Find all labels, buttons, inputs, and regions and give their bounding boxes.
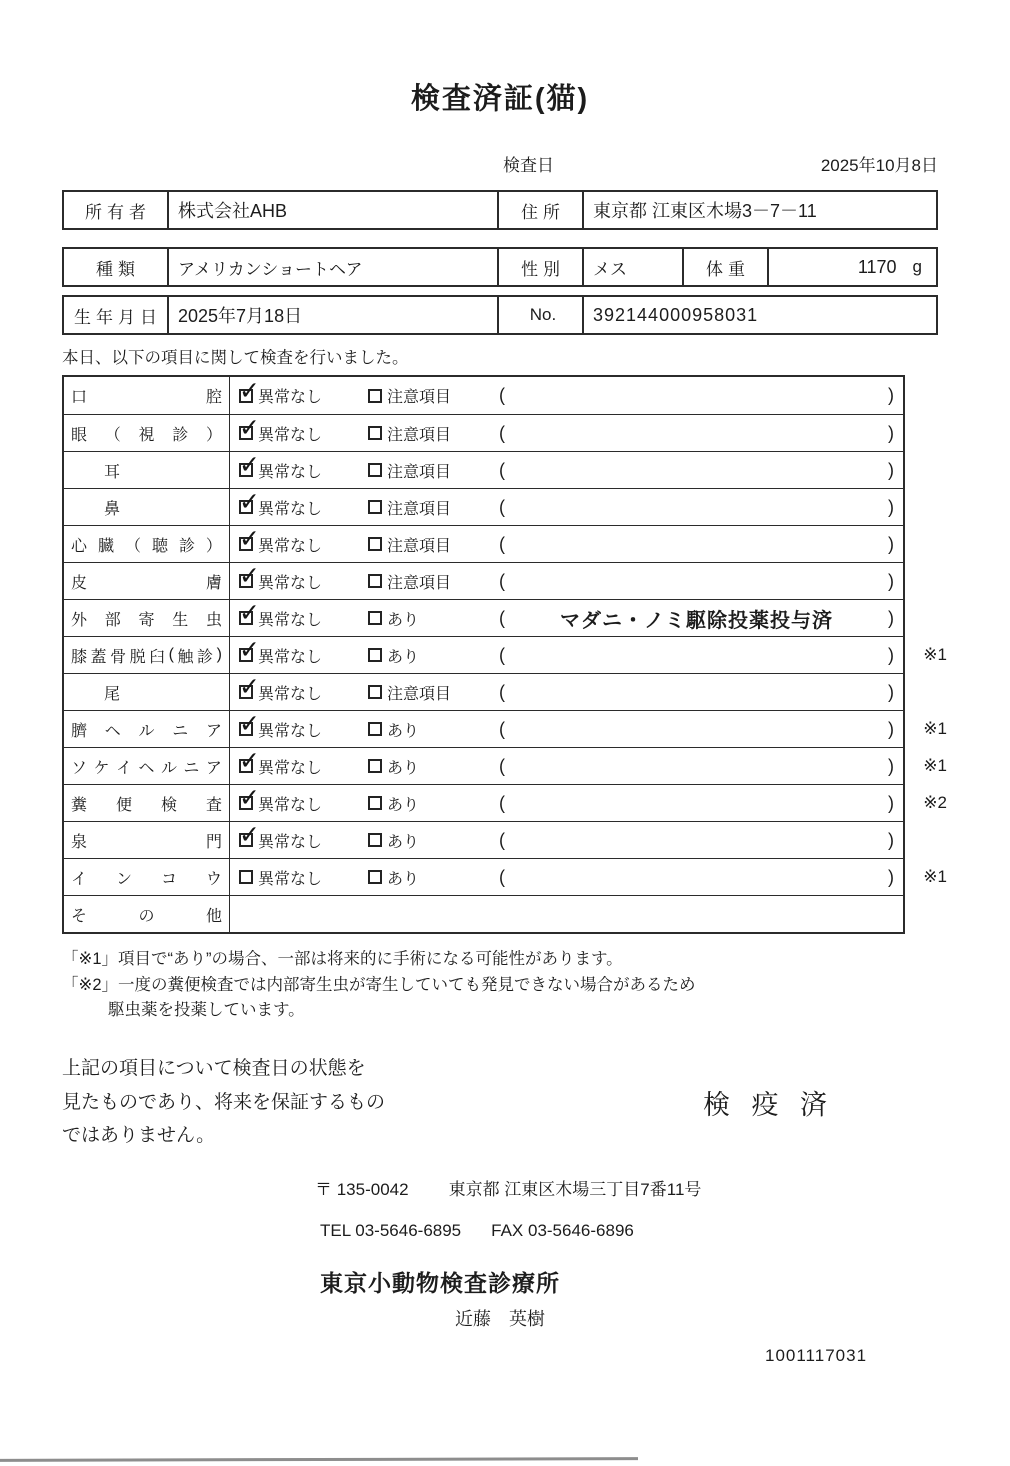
inspection-row-label: 泉 門: [64, 822, 230, 858]
paren-close: ): [888, 718, 894, 739]
findings-cell: [492, 645, 903, 666]
paren-open: (: [499, 644, 505, 665]
attention-cell: [364, 533, 492, 556]
paren-open: (: [499, 829, 505, 850]
attention-label: 注意項目: [387, 463, 452, 481]
paren-open: (: [499, 755, 505, 776]
no-abnormality-cell: [230, 570, 364, 593]
no-abnormality-checkbox: [239, 796, 253, 810]
attention-cell: [364, 607, 492, 630]
paren-close: ): [888, 422, 894, 443]
paren-close: ): [888, 681, 894, 702]
attention-cell: [364, 422, 492, 445]
no-abnormality-cell: [230, 496, 364, 519]
intro-text: 本日、以下の項目に関して検査を行いました。: [62, 349, 409, 367]
inspection-row-body: [230, 563, 903, 599]
no-abnormality-label: 異常なし: [258, 463, 323, 481]
attention-label: あり: [387, 722, 420, 740]
inspection-row: [64, 784, 947, 821]
no-abnormality-cell: [230, 607, 364, 630]
paren-open: (: [499, 496, 505, 517]
attention-checkbox: [368, 463, 382, 477]
attention-label: 注意項目: [387, 500, 452, 518]
paren-open: (: [499, 866, 505, 887]
paren-close: ): [888, 496, 894, 517]
attention-checkbox: [368, 537, 382, 551]
disclaimer-line-3: ではありません。: [62, 1125, 216, 1147]
attention-label: あり: [387, 648, 420, 666]
attention-checkbox: [368, 722, 382, 736]
inspection-row-label: 臍 ヘ ル ニ ア: [64, 711, 230, 747]
notes-block: [62, 947, 938, 1024]
inspection-row: [64, 636, 947, 673]
owner-label: 所有者: [85, 202, 151, 222]
no-abnormality-cell: [230, 718, 364, 741]
attention-label: 注意項目: [387, 685, 452, 703]
no-abnormality-cell: [230, 422, 364, 445]
paren-close: ): [888, 459, 894, 480]
note-1: 「※1」項目で“あり”の場合、一部は将来的に手術になる可能性があります。: [62, 950, 623, 968]
inspection-row-label: 口 腔: [64, 377, 230, 414]
weight-label: 体重: [682, 249, 767, 285]
findings-cell: [492, 534, 903, 555]
inspection-date-label: 検査日: [503, 156, 554, 175]
clinic-address: 東京都 江東区木場三丁目7番11号: [448, 1180, 702, 1200]
scan-artifact: [0, 1457, 638, 1462]
page-title: 検査済証(猫): [410, 83, 590, 115]
birthdate-value: 2025年7月18日: [167, 297, 497, 333]
inspection-row-body: [230, 452, 903, 488]
no-abnormality-checkbox: [239, 500, 253, 514]
attention-label: 注意項目: [387, 426, 452, 444]
inspection-date-value: 2025年10月8日: [820, 156, 938, 175]
inspection-table: [62, 375, 947, 934]
inspection-row-label: 膝 蓋 骨 脱 臼 ( 触 診 ): [64, 637, 230, 673]
paren-open: (: [499, 570, 505, 591]
no-abnormality-checkbox: [239, 537, 253, 551]
no-abnormality-label: 異常なし: [258, 796, 323, 814]
paren-open: (: [499, 607, 505, 628]
paren-close: ): [888, 829, 894, 850]
attention-label: あり: [387, 833, 420, 851]
breed-value: アメリカンショートヘア: [167, 249, 497, 285]
paren-close: ): [888, 533, 894, 554]
findings-cell: [492, 423, 903, 444]
attention-label: 注意項目: [387, 574, 452, 592]
inspection-row: [64, 599, 903, 636]
attention-cell: [364, 866, 492, 889]
findings-cell: [492, 385, 903, 406]
no-abnormality-label: 異常なし: [258, 685, 323, 703]
no-abnormality-cell: [230, 755, 364, 778]
findings-cell: [492, 756, 903, 777]
attention-checkbox: [368, 833, 382, 847]
address-value: 東京都 江東区木場3－7－11: [582, 192, 936, 228]
attention-checkbox: [368, 574, 382, 588]
clinic-name: 東京小動物検査診療所: [320, 1270, 560, 1297]
row-note-mark: ※1: [923, 645, 947, 664]
attention-cell: [364, 496, 492, 519]
no-abnormality-checkbox: [239, 611, 253, 625]
sex-value: メス: [582, 249, 682, 285]
attention-checkbox: [368, 648, 382, 662]
attention-cell: [364, 829, 492, 852]
inspection-row-body: [230, 377, 903, 414]
inspection-row: [64, 710, 947, 747]
no-value: 392144000958031: [582, 297, 936, 333]
finding-text: マダニ・ノミ駆除投薬投与済: [560, 609, 833, 632]
inspection-row-body: [230, 822, 903, 858]
no-abnormality-checkbox: [239, 426, 253, 440]
no-abnormality-cell: [230, 644, 364, 667]
paren-open: (: [499, 422, 505, 443]
paren-close: ): [888, 607, 894, 628]
findings-cell: [492, 460, 903, 481]
paren-open: (: [499, 533, 505, 554]
paren-open: (: [499, 681, 505, 702]
note-3: 駆虫薬を投薬しています。: [108, 1001, 305, 1020]
note-2: 「※2」一度の糞便検査では内部寄生虫が寄生していても発見できない場合があるため: [62, 975, 696, 994]
no-abnormality-cell: [230, 792, 364, 815]
inspection-row: [64, 673, 903, 710]
no-abnormality-label: 異常なし: [258, 759, 323, 777]
inspection-row: [64, 451, 903, 488]
attention-cell: [364, 644, 492, 667]
attention-checkbox: [368, 611, 382, 625]
no-abnormality-checkbox: [239, 870, 253, 884]
inspection-row: [64, 562, 903, 599]
attention-checkbox: [368, 500, 382, 514]
bottom-section: [62, 1052, 938, 1153]
no-abnormality-cell: [230, 459, 364, 482]
paren-close: ): [888, 792, 894, 813]
inspection-row-label: イ ン コ ウ: [64, 859, 230, 895]
no-abnormality-label: 異常なし: [258, 574, 323, 592]
attention-checkbox: [368, 685, 382, 699]
no-abnormality-label: 異常なし: [258, 722, 323, 740]
inspection-row-label: ソ ケ イ ヘ ル ニ ア: [64, 748, 230, 784]
no-abnormality-cell: [230, 866, 364, 889]
attention-label: あり: [387, 611, 420, 629]
inspection-row-body: [230, 600, 903, 636]
inspection-row-body: [230, 859, 903, 895]
inspection-row-label: 外 部 寄 生 虫: [64, 600, 230, 636]
findings-cell: [492, 830, 903, 851]
findings-cell: [492, 793, 903, 814]
inspection-row-body: [230, 637, 903, 673]
birthdate-label: 生年月日: [74, 307, 162, 327]
findings-cell: [492, 867, 903, 888]
no-abnormality-cell: [230, 533, 364, 556]
inspection-row: [64, 377, 903, 414]
animal-table: [62, 247, 938, 287]
weight-cell: [767, 249, 936, 285]
no-abnormality-label: 異常なし: [258, 426, 323, 444]
inspection-row: [64, 747, 947, 784]
sex-label: 性別: [497, 249, 582, 285]
findings-cell: [492, 604, 903, 633]
clinic-contact-line: [62, 1221, 938, 1241]
attention-cell: [364, 681, 492, 704]
no-abnormality-cell: [230, 384, 364, 407]
findings-cell: [492, 682, 903, 703]
no-abnormality-checkbox: [239, 722, 253, 736]
inspection-row-body: [230, 711, 903, 747]
row-note-mark: ※1: [923, 756, 947, 775]
inspection-date-row: [62, 151, 938, 176]
inspection-row-label: 皮 膚: [64, 563, 230, 599]
clinic-fax: FAX 03-5646-6896: [491, 1221, 634, 1241]
veterinarian-name: 近藤 英樹: [455, 1309, 545, 1330]
owner-value: 株式会社AHB: [167, 192, 497, 228]
row-note-mark: ※2: [923, 793, 947, 812]
disclaimer-line-1: 上記の項目について検査日の状態を: [62, 1057, 366, 1079]
no-abnormality-checkbox: [239, 685, 253, 699]
no-abnormality-label: 異常なし: [258, 611, 323, 629]
inspection-row-body: [230, 415, 903, 451]
findings-cell: [492, 571, 903, 592]
attention-checkbox: [368, 426, 382, 440]
birth-table: [62, 295, 938, 335]
inspection-row: [64, 858, 947, 895]
no-label: No.: [497, 297, 582, 333]
disclaimer-line-2: 見たものであり、将来を保証するもの: [62, 1091, 386, 1113]
no-abnormality-checkbox: [239, 463, 253, 477]
attention-label: あり: [387, 759, 420, 777]
attention-label: 注意項目: [387, 389, 452, 406]
weight-unit: g: [912, 257, 922, 276]
no-abnormality-label: 異常なし: [258, 833, 323, 851]
inspection-row: [64, 414, 903, 451]
address-label: 住所: [497, 192, 582, 228]
no-abnormality-label: 異常なし: [258, 870, 323, 888]
breed-label: 種類: [96, 259, 140, 279]
paren-open: (: [499, 459, 505, 480]
attention-checkbox: [368, 796, 382, 810]
findings-cell: [492, 719, 903, 740]
inspection-row-label: 耳: [64, 452, 230, 488]
no-abnormality-cell: [230, 681, 364, 704]
owner-table: [62, 190, 938, 230]
inspection-row-label: 糞 便 検 査: [64, 785, 230, 821]
clinic-tel: TEL 03-5646-6895: [320, 1221, 462, 1241]
no-abnormality-cell: [230, 829, 364, 852]
no-abnormality-checkbox: [239, 389, 253, 403]
attention-cell: [364, 718, 492, 741]
inspection-row-body: [230, 489, 903, 525]
inspection-row: [64, 488, 903, 525]
attention-cell: [364, 384, 492, 407]
no-abnormality-checkbox: [239, 648, 253, 662]
paren-open: (: [499, 385, 505, 405]
inspection-row-body: [230, 674, 903, 710]
row-note-mark: ※1: [923, 719, 947, 738]
attention-cell: [364, 459, 492, 482]
inspection-row-label: 尾: [64, 674, 230, 710]
inspection-row: [64, 895, 903, 932]
inspection-row-label: そ の 他: [64, 896, 230, 932]
inspection-row-body: [230, 896, 903, 932]
serial-number: 1001117031: [765, 1346, 868, 1366]
inspection-row-label: 鼻: [64, 489, 230, 525]
paren-close: ): [888, 755, 894, 776]
no-abnormality-label: 異常なし: [258, 389, 323, 406]
attention-cell: [364, 755, 492, 778]
attention-cell: [364, 570, 492, 593]
paren-open: (: [499, 718, 505, 739]
inspection-row-label: 眼 （ 視 診 ）: [64, 415, 230, 451]
no-abnormality-label: 異常なし: [258, 537, 323, 555]
quarantine-stamp: 検 疫 済: [702, 1089, 834, 1120]
paren-close: ): [888, 385, 894, 405]
no-abnormality-checkbox: [239, 833, 253, 847]
weight-value: 1170: [857, 256, 897, 277]
row-note-mark: ※1: [923, 867, 947, 886]
attention-checkbox: [368, 870, 382, 884]
inspection-row-label: 心 臓 （ 聴 診 ）: [64, 526, 230, 562]
paren-close: ): [888, 570, 894, 591]
inspection-row-body: [230, 526, 903, 562]
attention-checkbox: [368, 389, 382, 403]
no-abnormality-checkbox: [239, 574, 253, 588]
no-abnormality-label: 異常なし: [258, 648, 323, 666]
no-abnormality-label: 異常なし: [258, 500, 323, 518]
attention-label: あり: [387, 796, 420, 814]
paren-open: (: [499, 792, 505, 813]
attention-checkbox: [368, 759, 382, 773]
inspection-row-body: [230, 748, 903, 784]
paren-close: ): [888, 644, 894, 665]
postal-code: 〒 135-0042: [315, 1180, 409, 1200]
inspection-row-body: [230, 785, 903, 821]
paren-close: ): [888, 866, 894, 887]
attention-label: 注意項目: [387, 537, 452, 555]
attention-label: あり: [387, 870, 420, 888]
disclaimer-paragraph: [62, 1052, 492, 1153]
inspection-row: [64, 821, 903, 858]
inspection-row: [64, 525, 903, 562]
attention-cell: [364, 792, 492, 815]
no-abnormality-checkbox: [239, 759, 253, 773]
findings-cell: [492, 497, 903, 518]
clinic-address-line: [62, 1175, 938, 1200]
